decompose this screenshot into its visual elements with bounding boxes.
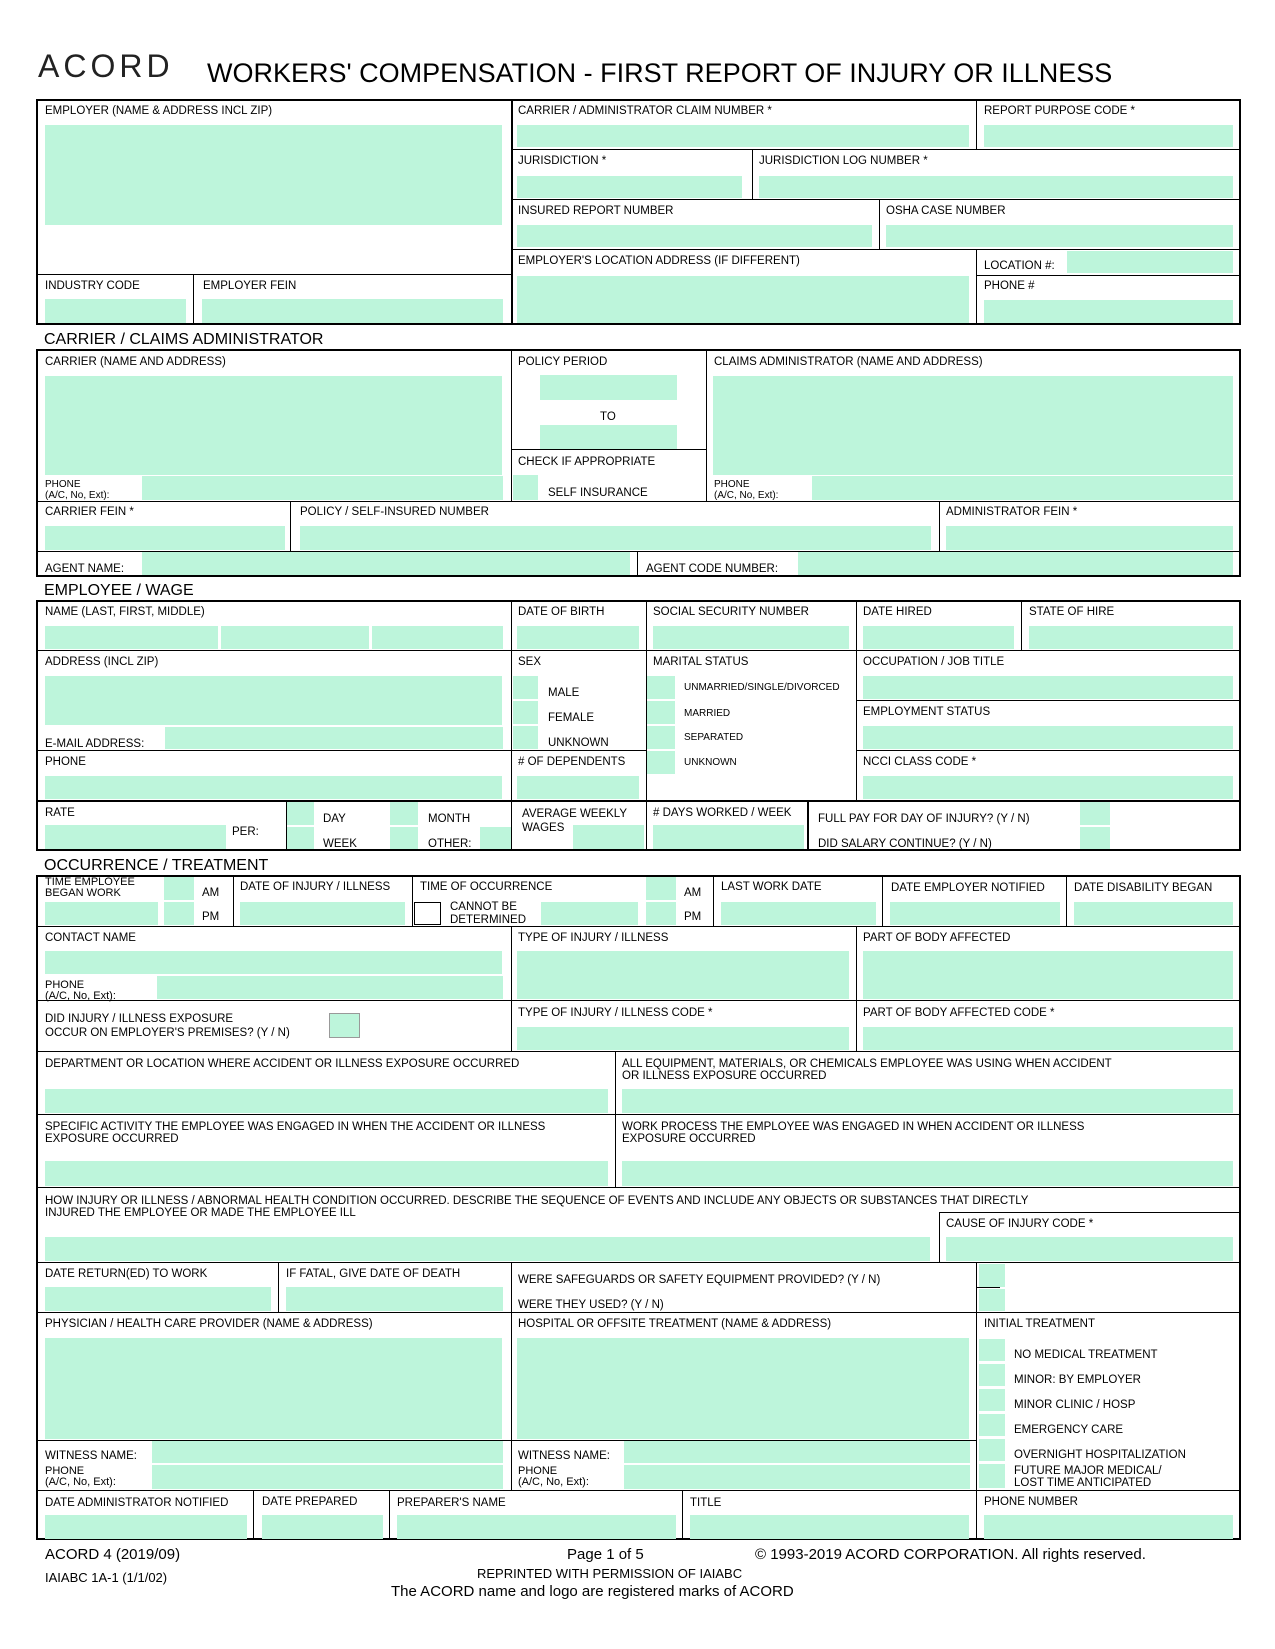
copyright: © 1993-2019 ACORD CORPORATION. All rights reserved. bbox=[755, 1546, 1146, 1563]
date-hired-field[interactable] bbox=[863, 626, 1014, 649]
dependents-field[interactable] bbox=[517, 776, 639, 799]
hospital-field[interactable] bbox=[517, 1338, 969, 1439]
form-number: ACORD 4 (2019/09) bbox=[45, 1546, 181, 1563]
cause-code-label: CAUSE OF INJURY CODE * bbox=[946, 1218, 1094, 1230]
part-code-field[interactable] bbox=[863, 1027, 1233, 1050]
time-occ-am-label: AM bbox=[684, 887, 702, 899]
contact-phone-field[interactable] bbox=[157, 976, 503, 999]
treatment-3-checkbox[interactable] bbox=[979, 1389, 1005, 1411]
ssn-label: SOCIAL SECURITY NUMBER bbox=[653, 606, 809, 618]
employee-first-name-field[interactable] bbox=[221, 626, 369, 649]
marital-unknown-checkbox[interactable] bbox=[647, 751, 675, 774]
date-notified-field[interactable] bbox=[890, 902, 1060, 925]
sex-female-checkbox[interactable] bbox=[513, 701, 538, 724]
time-occurrence-label: TIME OF OCCURRENCE bbox=[420, 881, 553, 893]
agent-code-label: AGENT CODE NUMBER: bbox=[646, 563, 779, 575]
employer-phone-label: PHONE # bbox=[984, 280, 1035, 292]
contact-phone-label: PHONE (A/C, No, Ext): bbox=[45, 979, 116, 1002]
time-occurrence-field[interactable] bbox=[541, 902, 638, 925]
location-address-label: EMPLOYER'S LOCATION ADDRESS (IF DIFFERENT) bbox=[518, 255, 800, 267]
marital-married-label: MARRIED bbox=[684, 708, 731, 719]
time-began-label: TIME EMPLOYEE BEGAN WORK bbox=[45, 876, 135, 899]
time-began-pm-checkbox[interactable] bbox=[164, 902, 194, 925]
type-injury-field[interactable] bbox=[517, 951, 849, 999]
report-purpose-field[interactable] bbox=[984, 125, 1233, 147]
time-began-field[interactable] bbox=[45, 902, 158, 925]
location-no-field[interactable] bbox=[1067, 251, 1233, 273]
witness-2-name-field[interactable] bbox=[624, 1441, 970, 1463]
location-address-field[interactable] bbox=[517, 276, 969, 323]
witness-1-name-field[interactable] bbox=[152, 1441, 503, 1463]
salary-continue-label: DID SALARY CONTINUE? (Y / N) bbox=[818, 838, 992, 850]
safeguards-label: WERE SAFEGUARDS OR SAFETY EQUIPMENT PROVIDED? (Y / N) bbox=[518, 1274, 881, 1286]
marital-separated-checkbox[interactable] bbox=[647, 726, 675, 749]
check-appropriate-label: CHECK IF APPROPRIATE bbox=[518, 456, 656, 468]
marital-unmarried-label: UNMARRIED/SINGLE/DIVORCED bbox=[684, 682, 840, 693]
time-began-am-label: AM bbox=[202, 887, 220, 899]
activity-field[interactable] bbox=[45, 1161, 608, 1186]
days-worked-field[interactable] bbox=[653, 825, 804, 849]
treatment-5-label: OVERNIGHT HOSPITALIZATION bbox=[1014, 1449, 1186, 1461]
title-field[interactable] bbox=[690, 1515, 969, 1539]
claim-number-field[interactable] bbox=[517, 125, 969, 147]
last-work-field[interactable] bbox=[721, 902, 876, 925]
agent-code-field[interactable] bbox=[798, 552, 1233, 575]
treatment-2-label: MINOR: BY EMPLOYER bbox=[1014, 1374, 1141, 1386]
state-hire-field[interactable] bbox=[1029, 626, 1233, 649]
email-label: E-MAIL ADDRESS: bbox=[45, 738, 145, 750]
ssn-field[interactable] bbox=[653, 626, 849, 649]
marital-unknown-label: UNKNOWN bbox=[684, 757, 737, 768]
report-purpose-label: REPORT PURPOSE CODE * bbox=[984, 105, 1136, 117]
date-prepared-label: DATE PREPARED bbox=[262, 1496, 358, 1508]
insured-report-label: INSURED REPORT NUMBER bbox=[518, 205, 674, 217]
carrier-fein-field[interactable] bbox=[45, 526, 285, 550]
date-admin-label: DATE ADMINISTRATOR NOTIFIED bbox=[45, 1497, 229, 1509]
employee-name-label: NAME (LAST, FIRST, MIDDLE) bbox=[45, 606, 205, 618]
employment-status-label: EMPLOYMENT STATUS bbox=[863, 706, 991, 718]
agent-name-label: AGENT NAME: bbox=[45, 563, 125, 575]
contact-name-field[interactable] bbox=[45, 951, 502, 974]
full-pay-field[interactable] bbox=[1080, 802, 1110, 825]
osha-case-field[interactable] bbox=[886, 225, 1233, 247]
claim-number-label: CARRIER / ADMINISTRATOR CLAIM NUMBER * bbox=[518, 105, 772, 117]
treatment-2-checkbox[interactable] bbox=[979, 1364, 1005, 1386]
dob-field[interactable] bbox=[517, 626, 639, 649]
employee-phone-field[interactable] bbox=[45, 776, 502, 799]
type-code-field[interactable] bbox=[517, 1027, 849, 1050]
address-field[interactable] bbox=[45, 676, 502, 725]
activity-label: SPECIFIC ACTIVITY THE EMPLOYEE WAS ENGAGED IN WHEN THE ACCIDENT OR ILLNESS EXPOSURE OCCURRED bbox=[45, 1121, 546, 1145]
reprinted-notice: REPRINTED WITH PERMISSION OF IAIABC bbox=[477, 1566, 743, 1581]
treatment-4-label: EMERGENCY CARE bbox=[1014, 1424, 1124, 1436]
date-disability-field[interactable] bbox=[1074, 902, 1233, 925]
employee-last-name-field[interactable] bbox=[45, 626, 218, 649]
treatment-1-checkbox[interactable] bbox=[979, 1339, 1005, 1361]
policy-to-field[interactable] bbox=[540, 425, 677, 449]
industry-code-field[interactable] bbox=[45, 299, 186, 323]
jurisdiction-field[interactable] bbox=[517, 176, 742, 198]
carrier-phone-label: PHONE (A/C, No, Ext): bbox=[45, 479, 110, 501]
witness-2-phone-label: PHONE (A/C, No, Ext): bbox=[518, 1465, 589, 1488]
date-hired-label: DATE HIRED bbox=[863, 606, 932, 618]
last-work-label: LAST WORK DATE bbox=[721, 881, 822, 893]
per-week-label: WEEK bbox=[323, 838, 357, 850]
treatment-4-checkbox[interactable] bbox=[979, 1414, 1005, 1436]
work-process-label: WORK PROCESS THE EMPLOYEE WAS ENGAGED IN WHEN ACCIDENT OR ILLNESS EXPOSURE OCCURRED bbox=[622, 1121, 1085, 1145]
phone-number-field[interactable] bbox=[984, 1515, 1233, 1539]
fatal-field[interactable] bbox=[286, 1287, 503, 1311]
occupation-field[interactable] bbox=[863, 676, 1233, 699]
part-body-field[interactable] bbox=[863, 951, 1233, 999]
employee-middle-name-field[interactable] bbox=[372, 626, 503, 649]
fatal-label: IF FATAL, GIVE DATE OF DEATH bbox=[286, 1268, 461, 1280]
return-work-field[interactable] bbox=[45, 1287, 271, 1311]
treatment-6-checkbox[interactable] bbox=[979, 1464, 1005, 1488]
department-field[interactable] bbox=[45, 1089, 608, 1113]
department-label: DEPARTMENT OR LOCATION WHERE ACCIDENT OR ILLNESS EXPOSURE OCCURRED bbox=[45, 1058, 520, 1070]
physician-field[interactable] bbox=[45, 1338, 502, 1439]
sex-female-label: FEMALE bbox=[548, 712, 595, 724]
location-no-label: LOCATION #: bbox=[984, 260, 1055, 272]
address-label: ADDRESS (INCL ZIP) bbox=[45, 656, 159, 668]
avg-wages-field[interactable] bbox=[573, 825, 644, 849]
policy-from-field[interactable] bbox=[540, 375, 677, 400]
employee-phone-label: PHONE bbox=[45, 756, 86, 768]
jurisdiction-log-field[interactable] bbox=[759, 176, 1233, 198]
occupation-label: OCCUPATION / JOB TITLE bbox=[863, 656, 1005, 668]
sex-label: SEX bbox=[518, 656, 542, 668]
carrier-section-title: CARRIER / CLAIMS ADMINISTRATOR bbox=[44, 331, 324, 348]
email-field[interactable] bbox=[165, 727, 503, 749]
witness-2-label: WITNESS NAME: bbox=[518, 1450, 611, 1462]
how-occurred-field[interactable] bbox=[45, 1237, 930, 1261]
industry-code-label: INDUSTRY CODE bbox=[45, 280, 140, 292]
date-notified-label: DATE EMPLOYER NOTIFIED bbox=[891, 882, 1045, 894]
occurrence-section-title: OCCURRENCE / TREATMENT bbox=[44, 857, 269, 874]
time-began-am-checkbox[interactable] bbox=[164, 877, 194, 900]
rate-label: RATE bbox=[45, 807, 75, 819]
premises-field[interactable] bbox=[329, 1013, 360, 1038]
employer-fein-field[interactable] bbox=[202, 299, 503, 323]
claims-admin-label: CLAIMS ADMINISTRATOR (NAME AND ADDRESS) bbox=[714, 356, 983, 368]
type-injury-label: TYPE OF INJURY / ILLNESS bbox=[518, 932, 669, 944]
time-occ-pm-checkbox[interactable] bbox=[646, 902, 676, 925]
employee-section-title: EMPLOYEE / WAGE bbox=[44, 582, 194, 599]
phone-number-label: PHONE NUMBER bbox=[984, 1496, 1078, 1508]
per-day-checkbox[interactable] bbox=[287, 802, 314, 825]
policy-number-label: POLICY / SELF-INSURED NUMBER bbox=[300, 506, 489, 518]
date-injury-field[interactable] bbox=[240, 902, 405, 925]
carrier-name-field[interactable] bbox=[45, 376, 502, 475]
acord-logo: ACORD bbox=[38, 48, 174, 84]
used-label: WERE THEY USED? (Y / N) bbox=[518, 1299, 664, 1311]
contact-name-label: CONTACT NAME bbox=[45, 932, 136, 944]
admin-phone-label: PHONE (A/C, No, Ext): bbox=[714, 479, 779, 501]
employer-name-field[interactable] bbox=[45, 125, 502, 225]
treatment-3-label: MINOR CLINIC / HOSP bbox=[1014, 1399, 1136, 1411]
avg-wages-label: AVERAGE WEEKLY WAGES bbox=[522, 808, 628, 834]
policy-period-label: POLICY PERIOD bbox=[518, 356, 608, 368]
date-prepared-field[interactable] bbox=[262, 1515, 383, 1539]
treatment-5-checkbox[interactable] bbox=[979, 1439, 1005, 1461]
policy-number-field[interactable] bbox=[300, 526, 931, 550]
per-other-checkbox[interactable] bbox=[390, 827, 418, 849]
iaiabc-number: IAIABC 1A-1 (1/1/02) bbox=[45, 1570, 168, 1585]
marital-label: MARITAL STATUS bbox=[653, 656, 749, 668]
sex-unknown-label: UNKNOWN bbox=[548, 737, 609, 749]
rate-field[interactable] bbox=[45, 825, 226, 849]
registered-marks: The ACORD name and logo are registered marks of ACORD bbox=[391, 1583, 794, 1600]
sex-unknown-checkbox[interactable] bbox=[513, 726, 538, 749]
employment-status-field[interactable] bbox=[863, 726, 1233, 749]
form-title: WORKERS' COMPENSATION - FIRST REPORT OF INJURY OR ILLNESS bbox=[207, 58, 1113, 88]
physician-label: PHYSICIAN / HEALTH CARE PROVIDER (NAME & ADDRESS) bbox=[45, 1318, 373, 1330]
dob-label: DATE OF BIRTH bbox=[518, 606, 605, 618]
per-month-checkbox[interactable] bbox=[390, 802, 418, 825]
part-code-label: PART OF BODY AFFECTED CODE * bbox=[863, 1007, 1055, 1019]
cannot-determine-checkbox[interactable] bbox=[414, 902, 441, 925]
osha-case-label: OSHA CASE NUMBER bbox=[886, 205, 1006, 217]
per-other-label: OTHER: bbox=[428, 838, 472, 850]
claims-admin-field[interactable] bbox=[713, 376, 1233, 475]
marital-unmarried-checkbox[interactable] bbox=[647, 676, 675, 699]
time-occ-am-checkbox[interactable] bbox=[646, 877, 676, 900]
sex-male-label: MALE bbox=[548, 687, 580, 699]
preparer-label: PREPARER'S NAME bbox=[397, 1497, 506, 1509]
carrier-fein-label: CARRIER FEIN * bbox=[45, 506, 134, 518]
premises-label: DID INJURY / ILLNESS EXPOSURE OCCUR ON EMPLOYER'S PREMISES? (Y / N) bbox=[45, 1013, 290, 1039]
treatment-6-label: FUTURE MAJOR MEDICAL/ LOST TIME ANTICIPATED bbox=[1014, 1465, 1162, 1489]
witness-1-phone-label: PHONE (A/C, No, Ext): bbox=[45, 1465, 116, 1488]
equipment-label: ALL EQUIPMENT, MATERIALS, OR CHEMICALS EMPLOYEE WAS USING WHEN ACCIDENT OR ILLNESS EXPOSURE OCCURRED bbox=[622, 1058, 1112, 1082]
state-hire-label: STATE OF HIRE bbox=[1029, 606, 1115, 618]
used-field[interactable] bbox=[979, 1289, 1005, 1311]
ncci-label: NCCI CLASS CODE * bbox=[863, 756, 977, 768]
employer-name-label: EMPLOYER (NAME & ADDRESS INCL ZIP) bbox=[45, 105, 273, 117]
carrier-phone-field[interactable] bbox=[142, 476, 503, 500]
date-injury-label: DATE OF INJURY / ILLNESS bbox=[240, 881, 391, 893]
equipment-field[interactable] bbox=[622, 1089, 1233, 1113]
witness-2-phone-field[interactable] bbox=[624, 1465, 970, 1489]
how-occurred-label: HOW INJURY OR ILLNESS / ABNORMAL HEALTH CONDITION OCCURRED. DESCRIBE THE SEQUENCE OF EVENTS AND INCLUDE ANY OBJECTS OR SUBSTANCES THAT DIRECTLY INJURED THE EMPLOYEE OR MADE THE EMPLOYEE ILL bbox=[45, 1195, 1029, 1219]
safeguards-field[interactable] bbox=[979, 1264, 1005, 1287]
work-process-field[interactable] bbox=[622, 1161, 1233, 1186]
initial-treatment-label: INITIAL TREATMENT bbox=[984, 1318, 1095, 1330]
hospital-label: HOSPITAL OR OFFSITE TREATMENT (NAME & ADDRESS) bbox=[518, 1318, 832, 1330]
sex-male-checkbox[interactable] bbox=[513, 676, 538, 699]
per-other-field[interactable] bbox=[480, 827, 511, 849]
per-month-label: MONTH bbox=[428, 813, 471, 825]
jurisdiction-label: JURISDICTION * bbox=[518, 155, 607, 167]
page-number: Page 1 of 5 bbox=[567, 1546, 644, 1563]
per-week-checkbox[interactable] bbox=[287, 827, 314, 849]
dependents-label: # OF DEPENDENTS bbox=[518, 756, 626, 768]
policy-to-label: TO bbox=[600, 411, 616, 423]
self-insurance-checkbox[interactable] bbox=[513, 475, 538, 500]
employer-phone-field[interactable] bbox=[984, 300, 1233, 323]
preparer-field[interactable] bbox=[397, 1515, 676, 1539]
cannot-determine-label: CANNOT BE DETERMINED bbox=[450, 901, 527, 926]
witness-1-label: WITNESS NAME: bbox=[45, 1450, 138, 1462]
days-worked-label: # DAYS WORKED / WEEK bbox=[653, 807, 792, 819]
time-occ-pm-label: PM bbox=[684, 911, 702, 923]
date-disability-label: DATE DISABILITY BEGAN bbox=[1074, 882, 1213, 894]
treatment-1-label: NO MEDICAL TREATMENT bbox=[1014, 1349, 1158, 1361]
employer-fein-label: EMPLOYER FEIN bbox=[203, 280, 297, 292]
salary-continue-field[interactable] bbox=[1080, 827, 1110, 849]
admin-fein-label: ADMINISTRATOR FEIN * bbox=[946, 506, 1078, 518]
marital-separated-label: SEPARATED bbox=[684, 732, 744, 743]
admin-fein-field[interactable] bbox=[946, 526, 1233, 550]
admin-phone-field[interactable] bbox=[812, 476, 1233, 500]
carrier-name-label: CARRIER (NAME AND ADDRESS) bbox=[45, 356, 226, 368]
insured-report-field[interactable] bbox=[517, 225, 872, 247]
full-pay-label: FULL PAY FOR DAY OF INJURY? (Y / N) bbox=[818, 813, 1030, 825]
witness-1-phone-field[interactable] bbox=[152, 1465, 503, 1489]
date-admin-field[interactable] bbox=[45, 1515, 247, 1539]
part-body-label: PART OF BODY AFFECTED bbox=[863, 932, 1011, 944]
time-began-pm-label: PM bbox=[202, 911, 220, 923]
ncci-field[interactable] bbox=[863, 776, 1233, 799]
per-day-label: DAY bbox=[323, 813, 346, 825]
marital-married-checkbox[interactable] bbox=[647, 701, 675, 724]
return-work-label: DATE RETURN(ED) TO WORK bbox=[45, 1268, 208, 1280]
self-insurance-label: SELF INSURANCE bbox=[548, 487, 648, 499]
cause-code-field[interactable] bbox=[946, 1237, 1233, 1261]
title-label: TITLE bbox=[690, 1497, 722, 1509]
type-code-label: TYPE OF INJURY / ILLNESS CODE * bbox=[518, 1007, 713, 1019]
jurisdiction-log-label: JURISDICTION LOG NUMBER * bbox=[759, 155, 928, 167]
per-label: PER: bbox=[232, 826, 259, 838]
agent-name-field[interactable] bbox=[142, 552, 630, 575]
